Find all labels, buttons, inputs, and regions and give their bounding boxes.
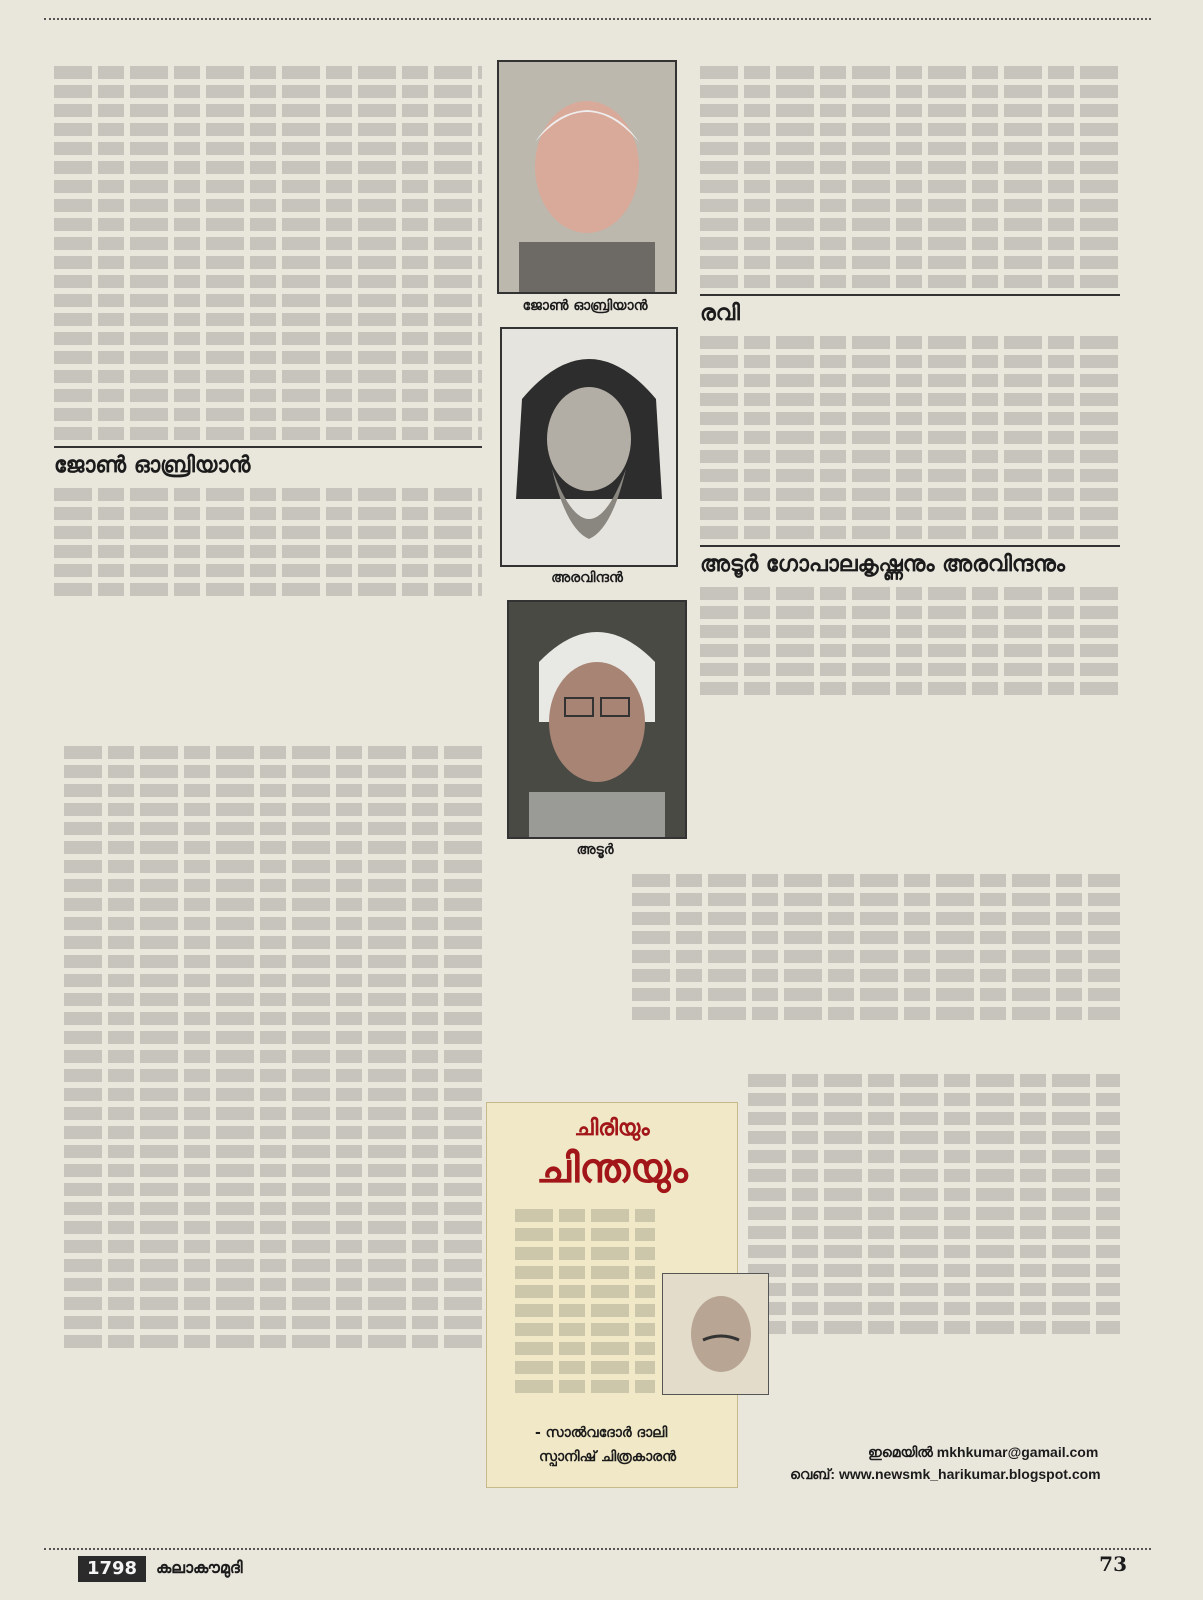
photo-caption: ജോൺ ഓബ്രിയാൻ: [522, 298, 648, 314]
right-column-bottom: [748, 1068, 1120, 1340]
top-rule: [44, 18, 1151, 20]
heading-ravi: രവി: [700, 294, 1120, 328]
left-column-lower: [64, 740, 482, 1354]
quote-box-title-small: ചിരിയും: [574, 1115, 650, 1141]
right-column-lower: [632, 868, 1120, 1026]
photo-caption: അടൂർ: [576, 842, 614, 858]
quote-box-title-large: ചിന്തയും: [536, 1145, 688, 1192]
portrait-photo-icon: [663, 1274, 768, 1394]
issue-number: 1798: [78, 1556, 146, 1582]
quote-author: - സാൽവദോർ ദാലി: [535, 1425, 668, 1441]
quote-text: [515, 1203, 655, 1399]
web-label: വെബ്:: [790, 1466, 836, 1482]
heading-john-obrien: ജോൺ ഓബ്രിയാൻ: [54, 446, 482, 480]
page-number: 73: [1099, 1552, 1127, 1576]
right-column: [700, 60, 1120, 701]
quote-author-role: സ്പാനിഷ് ചിത്രകാരൻ: [539, 1449, 677, 1465]
photo-caption: അരവിന്ദൻ: [551, 570, 623, 586]
heading-adoor-aravindan: അടൂർ ഗോപാലകൃഷ്ണനും അരവിന്ദനും: [700, 545, 1120, 579]
contact-web: [790, 1466, 1101, 1483]
quote-box: [486, 1102, 738, 1488]
web-value[interactable]: www.newsmk_harikumar.blogspot.com: [838, 1466, 1101, 1482]
photo-aravindan: [500, 327, 678, 567]
portrait-photo-icon: [509, 602, 685, 837]
email-label: ഇമെയിൽ: [868, 1444, 933, 1460]
portrait-photo-icon: [502, 329, 676, 565]
bottom-rule: [44, 1548, 1151, 1550]
email-value[interactable]: mkhkumar@gamail.com: [936, 1444, 1099, 1460]
portrait-photo-icon: [499, 62, 675, 292]
photo-adoor: [507, 600, 687, 839]
photo-john-obrien: [497, 60, 677, 294]
contact-email: [868, 1444, 1098, 1461]
left-column-upper: [54, 60, 482, 602]
photo-dali: [662, 1273, 769, 1395]
publication-name: കലാകൗമുദി: [156, 1558, 243, 1577]
